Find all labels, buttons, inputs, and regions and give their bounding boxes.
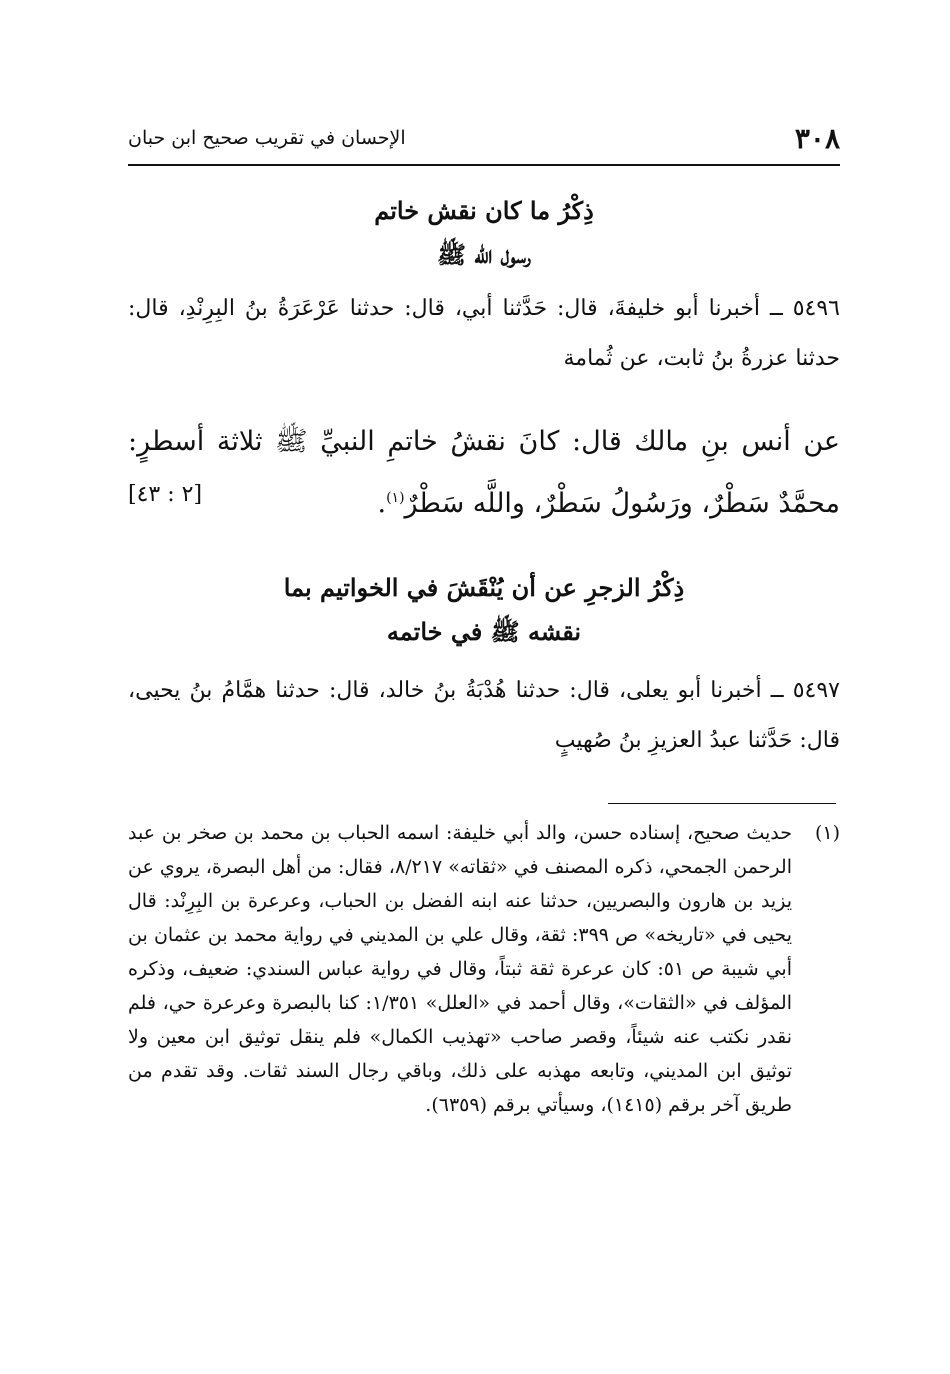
matn-end: . xyxy=(377,488,387,519)
heading-line: نقشه ﷺ في خاتمه xyxy=(386,617,582,646)
page-number: ٣٠٨ xyxy=(794,121,840,155)
isnad-paragraph-5496: ٥٤٩٦ ــ أخبرنا أبو خليفةَ، قال: حَدَّثنا أبي، قال: حدثنا عَرْعَرَةُ بنُ البِرِنْدِ، قال: حدثنا عزرةُ بنُ ثابت، عن ثُمامة xyxy=(128,296,840,371)
hadith-reference: [٢ : ٤٣] xyxy=(128,482,203,507)
heading-line: ذِكْرُ الزجرِ عن أن يُنْقَشَ في الخواتيم بما xyxy=(283,573,685,602)
header-divider xyxy=(128,164,840,166)
page-header xyxy=(128,118,840,158)
heading-line: رسول الله ﷺ xyxy=(437,240,531,269)
running-title: الإحسان في تقريب صحيح ابن حبان xyxy=(128,127,406,149)
footnote-reference: (١) xyxy=(386,490,405,506)
matn-paragraph-5496 xyxy=(128,414,840,532)
section-heading-2 xyxy=(128,564,840,652)
section-heading-1 xyxy=(128,186,840,274)
footnote-marker: (١) xyxy=(814,822,840,844)
footnote-1 xyxy=(128,816,840,1122)
footnotes xyxy=(128,816,840,1122)
footnote-divider xyxy=(608,803,836,804)
isnad-paragraph-5497: ٥٤٩٧ ــ أخبرنا أبو يعلى، قال: حدثنا هُدْبَةُ بنُ خالد، قال: حدثنا همَّامُ بنُ يحيى، قال: حَدَّثنا عبدُ العزيزِ بنُ صُهيبٍ xyxy=(128,678,840,753)
matn-text: عن أنس بنِ مالك قال: كانَ نقشُ خاتمِ النبيِّ ﷺ ثلاثة أسطرٍ: محمَّدٌ سَطْرٌ، ورَسُولُ سَطْرٌ، واللَّه سَطْرٌ xyxy=(128,426,840,519)
footnote-text: حديث صحيح، إسناده حسن، والد أبي خليفة: اسمه الحباب بن محمد بن صخر بن عبد الرحمن الجمحي، ذكره المصنف في «ثقاته» ٨/٢١٧، فقال: من أهل البصرة، يروي عن يزيد بن هارون والبصريين، حدثنا عنه ابنه الفضل بن الحباب، وعرعرة بن البِرِنْد: قال يحيى في «تاريخه» ص ٣٩٩: ثقة، وقال علي بن المديني في رواية محمد بن عثمان بن أبي شيبة ص ٥١: كان عرعرة ثقة ثبتاً، وقال في رواية عباس السندي: ضعيف، وذكره المؤلف في «الثقات»، وقال أحمد في «العلل» ١/٣٥١: كنا بالبصرة وعرعرة حي، فلم نقدر نكتب عنه شيئاً، وقصر صاحب «تهذيب الكمال» فلم ينقل توثيق ابن معين ولا توثيق ابن المديني، وتابعه مهذبه على ذلك، وباقي رجال السند ثقات. وقد تقدم من طريق آخر برقم (١٤١٥)، وسيأتي برقم (٦٣٥٩). xyxy=(128,822,792,1116)
heading-line: ذِكْرُ ما كان نقش خاتم xyxy=(374,196,594,225)
